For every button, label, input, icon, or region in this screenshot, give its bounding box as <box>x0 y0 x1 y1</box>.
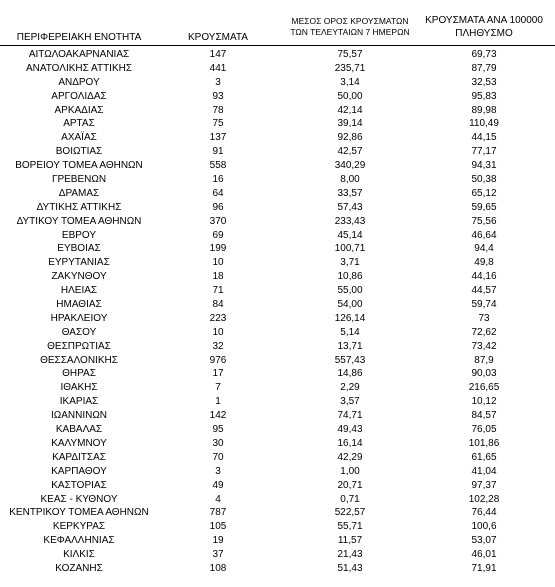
table-row <box>0 548 555 562</box>
cell-region: ΑΡΤΑΣ <box>63 118 95 130</box>
cell-region: ΒΟΙΩΤΙΑΣ <box>55 146 103 158</box>
cell-cases: 4 <box>215 493 221 505</box>
table-row <box>0 381 555 395</box>
table-row <box>0 562 555 576</box>
cell-per100k: 71,91 <box>471 562 497 574</box>
cell-avg7: 233,43 <box>334 215 366 227</box>
cell-per100k: 102,28 <box>468 493 500 505</box>
table-row <box>0 423 555 437</box>
cell-cases: 75 <box>212 118 224 130</box>
cell-cases: 7 <box>215 382 221 394</box>
cell-per100k: 75,56 <box>471 215 497 227</box>
cell-per100k: 69,73 <box>471 49 497 60</box>
table-row <box>0 534 555 548</box>
header-divider <box>0 45 555 46</box>
table-row <box>0 159 555 173</box>
cell-cases: 64 <box>212 187 224 199</box>
cell-region: ΗΛΕΙΑΣ <box>60 285 98 297</box>
table-row <box>0 354 555 368</box>
header-avg7 <box>280 16 420 38</box>
table-row <box>0 270 555 284</box>
cell-cases: 223 <box>209 312 227 324</box>
cell-per100k: 89,98 <box>471 104 497 116</box>
cell-region: ΚΑΡΔΙΤΣΑΣ <box>52 451 106 463</box>
cell-cases: 49 <box>212 479 224 491</box>
cell-avg7: 45,14 <box>337 229 363 241</box>
cell-region: ΘΑΣΟΥ <box>61 326 97 338</box>
table-row <box>0 367 555 381</box>
cell-avg7: 20,71 <box>337 479 363 491</box>
cell-avg7: 14,86 <box>337 368 363 380</box>
table-row <box>0 76 555 90</box>
cell-region: ΑΡΚΑΔΙΑΣ <box>54 104 104 116</box>
cell-per100k: 46,64 <box>471 229 497 241</box>
cell-per100k: 94,4 <box>474 243 494 255</box>
table-row <box>0 506 555 520</box>
cell-region: ΑΝΔΡΟΥ <box>58 76 100 88</box>
cell-region: ΘΗΡΑΣ <box>62 368 96 380</box>
cell-avg7: 33,57 <box>337 187 363 199</box>
cell-cases: 18 <box>212 271 224 283</box>
cell-avg7: 42,14 <box>337 104 363 116</box>
cell-region: ΚΑΣΤΟΡΙΑΣ <box>51 479 107 491</box>
cell-region: ΘΕΣΠΡΩΤΙΑΣ <box>47 340 111 352</box>
cell-cases: 71 <box>212 285 224 297</box>
table-row <box>0 479 555 493</box>
header-avg7-line2: ΤΩΝ ΤΕΛΕΥΤΑΙΩΝ 7 ΗΜΕΡΩΝ <box>290 27 410 37</box>
cell-per100k: 53,07 <box>471 535 497 547</box>
cell-region: ΔΡΑΜΑΣ <box>58 187 100 199</box>
table-row <box>0 215 555 229</box>
cell-avg7: 8,00 <box>340 174 360 186</box>
cell-region: ΔΥΤΙΚΗΣ ΑΤΤΙΚΗΣ <box>36 201 122 213</box>
cell-region: ΚΙΛΚΙΣ <box>63 549 95 561</box>
cell-per100k: 46,01 <box>471 549 497 561</box>
table-row <box>0 340 555 354</box>
cell-cases: 84 <box>212 299 224 311</box>
table-header <box>0 10 555 44</box>
cell-avg7: 54,00 <box>337 299 363 311</box>
cell-cases: 32 <box>212 340 224 352</box>
cell-per100k: 10,12 <box>471 396 497 408</box>
cell-per100k: 77,17 <box>471 146 497 158</box>
cell-avg7: 74,71 <box>337 410 363 422</box>
cell-region: ΚΕΡΚΥΡΑΣ <box>52 521 106 533</box>
table-row <box>0 131 555 145</box>
cell-region: ΚΕΑΣ - ΚΥΘΝΟΥ <box>40 493 118 505</box>
table-row <box>0 520 555 534</box>
table-row <box>0 465 555 479</box>
table-row <box>0 173 555 187</box>
cell-avg7: 3,71 <box>340 257 360 269</box>
cell-cases: 17 <box>212 368 224 380</box>
cell-per100k: 87,9 <box>474 354 494 366</box>
table-row <box>0 326 555 340</box>
cell-avg7: 522,57 <box>334 507 366 519</box>
cell-region: ΘΕΣΣΑΛΟΝΙΚΗΣ <box>40 354 118 366</box>
cell-cases: 441 <box>209 62 227 74</box>
table-row <box>0 117 555 131</box>
cell-cases: 137 <box>209 132 227 144</box>
cell-avg7: 39,14 <box>337 118 363 130</box>
cell-region: ΒΟΡΕΙΟΥ ΤΟΜΕΑ ΑΘΗΝΩΝ <box>15 160 143 172</box>
cell-per100k: 101,86 <box>468 437 500 449</box>
cell-per100k: 90,03 <box>471 368 497 380</box>
cell-cases: 558 <box>209 160 227 172</box>
cell-per100k: 44,57 <box>471 285 497 297</box>
cell-avg7: 10,86 <box>337 271 363 283</box>
cell-cases: 3 <box>215 465 221 477</box>
cell-per100k: 84,57 <box>471 410 497 422</box>
table-row <box>0 395 555 409</box>
header-avg7-line1: ΜΕΣΟΣ ΟΡΟΣ ΚΡΟΥΣΜΑΤΩΝ <box>291 16 409 26</box>
cell-per100k: 73,42 <box>471 340 497 352</box>
cell-cases: 70 <box>212 451 224 463</box>
cell-per100k: 73 <box>478 312 490 324</box>
cell-cases: 91 <box>212 146 224 158</box>
cell-cases: 69 <box>212 229 224 241</box>
cell-per100k: 110,49 <box>469 118 499 130</box>
cell-per100k: 65,12 <box>471 187 497 199</box>
cell-avg7: 235,71 <box>334 62 366 74</box>
header-per100k <box>418 14 550 40</box>
table-row <box>0 90 555 104</box>
cell-cases: 370 <box>209 215 227 227</box>
cell-per100k: 61,65 <box>471 451 497 463</box>
cell-avg7: 42,57 <box>337 146 363 158</box>
cell-region: ΚΕΝΤΡΙΚΟΥ ΤΟΜΕΑ ΑΘΗΝΩΝ <box>9 507 149 519</box>
cell-region: ΗΜΑΘΙΑΣ <box>56 299 102 311</box>
cell-avg7: 100,71 <box>334 243 366 255</box>
table-body <box>0 48 555 576</box>
cell-cases: 787 <box>209 507 227 519</box>
cell-per100k: 59,74 <box>471 299 497 311</box>
cell-per100k: 100,6 <box>471 521 497 533</box>
table-row <box>0 284 555 298</box>
cell-cases: 1 <box>215 396 221 408</box>
cell-cases: 105 <box>209 521 227 533</box>
cell-per100k: 49,8 <box>474 257 494 269</box>
cell-avg7: 50,00 <box>337 90 363 102</box>
header-region: ΠΕΡΙΦΕΡΕΙΑΚΗ ΕΝΟΤΗΤΑ <box>16 32 142 43</box>
cell-avg7: 55,00 <box>337 285 363 297</box>
cell-avg7: 49,43 <box>337 424 363 436</box>
cell-region: ΑΧΑΪΑΣ <box>61 132 97 144</box>
cell-per100k: 59,65 <box>471 201 497 213</box>
cell-avg7: 57,43 <box>337 201 363 213</box>
cell-cases: 95 <box>212 424 224 436</box>
cell-region: ΕΒΡΟΥ <box>61 229 97 241</box>
cell-avg7: 21,43 <box>337 549 363 561</box>
cell-cases: 96 <box>212 201 224 213</box>
cell-cases: 78 <box>212 104 224 116</box>
cell-cases: 199 <box>209 243 227 255</box>
cell-region: ΚΟΖΑΝΗΣ <box>55 562 103 574</box>
cell-avg7: 3,57 <box>340 396 360 408</box>
header-cases: ΚΡΟΥΣΜΑΤΑ <box>188 32 248 43</box>
cell-region: ΙΘΑΚΗΣ <box>60 382 98 394</box>
cell-per100k: 76,44 <box>471 507 497 519</box>
cell-cases: 108 <box>209 562 227 574</box>
cell-per100k: 72,62 <box>471 326 497 338</box>
cell-avg7: 3,14 <box>340 76 360 88</box>
cell-per100k: 216,65 <box>468 382 500 394</box>
cell-cases: 19 <box>212 535 224 547</box>
table-row <box>0 437 555 451</box>
cell-avg7: 557,43 <box>334 354 366 366</box>
cell-region: ΕΥΡΥΤΑΝΙΑΣ <box>48 257 110 269</box>
header-per100k-line1: ΚΡΟΥΣΜΑΤΑ ΑΝΑ 100000 <box>425 15 543 26</box>
table-row <box>0 409 555 423</box>
cell-region: ΗΡΑΚΛΕΙΟΥ <box>50 312 108 324</box>
cell-per100k: 76,05 <box>471 424 497 436</box>
cell-cases: 3 <box>215 76 221 88</box>
cell-region: ΚΑΡΠΑΘΟΥ <box>51 465 107 477</box>
table-row <box>0 201 555 215</box>
cell-per100k: 97,37 <box>471 479 497 491</box>
cell-avg7: 5,14 <box>340 326 360 338</box>
cell-avg7: 92,86 <box>337 132 363 144</box>
cell-cases: 93 <box>212 90 224 102</box>
cell-region: ΚΑΒΑΛΑΣ <box>55 424 103 436</box>
table-row <box>0 493 555 507</box>
cell-per100k: 44,15 <box>471 132 497 144</box>
cell-region: ΙΩΑΝΝΙΝΩΝ <box>50 410 108 422</box>
cell-cases: 10 <box>212 257 224 269</box>
cell-region: ΚΕΦΑΛΛΗΝΙΑΣ <box>43 535 115 547</box>
cell-cases: 37 <box>212 549 224 561</box>
cell-avg7: 75,57 <box>337 49 363 60</box>
cell-avg7: 340,29 <box>334 160 366 172</box>
table-row <box>0 62 555 76</box>
cell-avg7: 0,71 <box>340 493 360 505</box>
cell-region: ΚΑΛΥΜΝΟΥ <box>51 437 107 449</box>
cell-avg7: 51,43 <box>337 562 363 574</box>
cell-avg7: 126,14 <box>334 312 366 324</box>
cell-region: ΓΡΕΒΕΝΩΝ <box>51 174 107 186</box>
table-row <box>0 298 555 312</box>
cell-region: ΙΚΑΡΙΑΣ <box>59 396 99 408</box>
cell-per100k: 32,53 <box>471 76 497 88</box>
cell-avg7: 16,14 <box>337 437 363 449</box>
cell-region: ΑΙΤΩΛΟΑΚΑΡΝΑΝΙΑΣ <box>28 49 130 60</box>
cell-per100k: 41,04 <box>471 465 497 477</box>
table-row <box>0 145 555 159</box>
table-row <box>0 104 555 118</box>
cell-per100k: 95,83 <box>471 90 497 102</box>
cell-avg7: 42,29 <box>337 451 363 463</box>
cell-region: ΔΥΤΙΚΟΥ ΤΟΜΕΑ ΑΘΗΝΩΝ <box>16 215 142 227</box>
cell-cases: 147 <box>209 49 227 60</box>
cell-region: ΑΝΑΤΟΛΙΚΗΣ ΑΤΤΙΚΗΣ <box>25 62 133 74</box>
cell-avg7: 13,71 <box>337 340 363 352</box>
table-row <box>0 229 555 243</box>
cell-avg7: 1,00 <box>340 465 360 477</box>
cell-region: ΑΡΓΟΛΙΔΑΣ <box>51 90 107 102</box>
cell-per100k: 50,38 <box>471 174 497 186</box>
cell-avg7: 55,71 <box>337 521 363 533</box>
cell-per100k: 44,16 <box>471 271 497 283</box>
cell-per100k: 94,31 <box>471 160 497 172</box>
header-per100k-line2: ΠΛΗΘΥΣΜΟ <box>455 28 513 39</box>
cell-region: ΕΥΒΟΙΑΣ <box>57 243 101 255</box>
table-row <box>0 256 555 270</box>
cell-avg7: 11,57 <box>337 535 363 547</box>
table-row <box>0 451 555 465</box>
cell-cases: 10 <box>212 326 224 338</box>
table-row <box>0 312 555 326</box>
table-row <box>0 187 555 201</box>
cell-cases: 30 <box>212 437 224 449</box>
cell-avg7: 2,29 <box>340 382 360 394</box>
cell-cases: 976 <box>209 354 227 366</box>
cell-cases: 16 <box>212 174 224 186</box>
table-row <box>0 48 555 62</box>
cell-region: ΖΑΚΥΝΘΟΥ <box>51 271 107 283</box>
cell-cases: 142 <box>209 410 227 422</box>
table-row <box>0 242 555 256</box>
cell-per100k: 87,79 <box>471 62 497 74</box>
